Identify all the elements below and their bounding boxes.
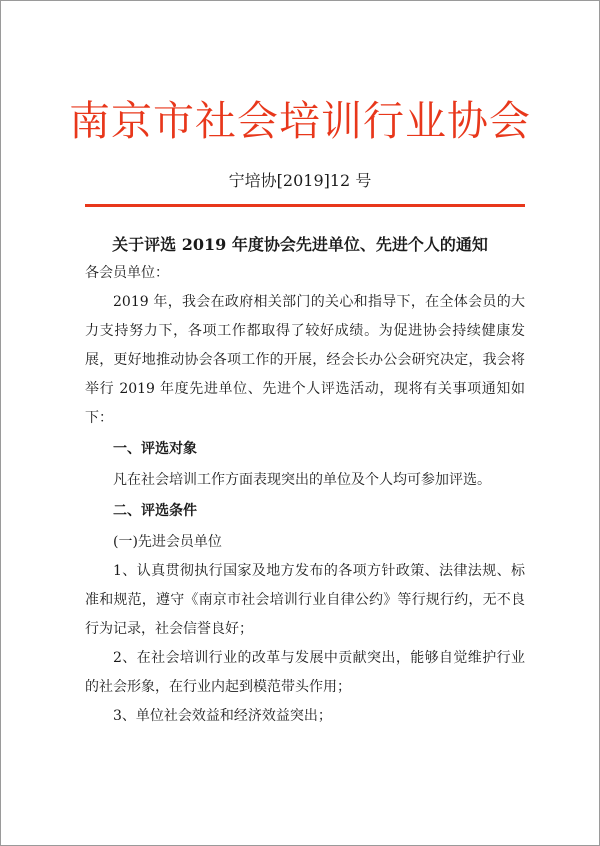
notice-body xyxy=(85,259,525,731)
salutation: 各会员单位： xyxy=(85,265,169,281)
sub-heading-advanced-member-unit: (一)先进会员单位 xyxy=(113,534,222,550)
notice-title: 关于评选 2019 年度协会先进单位、先进个人的通知 xyxy=(112,235,488,254)
section-heading-evaluation-criteria: 二、评选条件 xyxy=(113,503,197,519)
section-text-evaluation-target: 凡在社会培训工作方面表现突出的单位及个人均可参加评选。 xyxy=(113,472,491,488)
organization-title: 南京市社会培训行业协会 xyxy=(69,97,531,145)
red-divider-line xyxy=(85,204,525,207)
intro-paragraph: 2019 年，我会在政府相关部门的关心和指导下，在全体会员的大力支持努力下，各项工作都取得了较好成绩。为促进协会持续健康发展，更好地推动协会各项工作的开展，经会长办公会研究决定，我会将举行 2019 年度先进单位、先进个人评选活动，现将有关事项通知如下： xyxy=(85,294,525,426)
document-number: 宁培协[2019]12 号 xyxy=(228,171,372,190)
criteria-item: 3、单位社会效益和经济效益突出； xyxy=(113,708,332,724)
criteria-item: 1、认真贯彻执行国家及地方发布的各项方针政策、法律法规、标准和规范，遵守《南京市社会培训行业自律公约》等行规行约，无不良行为记录，社会信誉良好； xyxy=(85,563,525,637)
criteria-item: 2、在社会培训行业的改革与发展中贡献突出，能够自觉维护行业的社会形象，在行业内起到模范带头作用； xyxy=(85,650,525,695)
section-heading-evaluation-target: 一、评选对象 xyxy=(113,441,197,457)
